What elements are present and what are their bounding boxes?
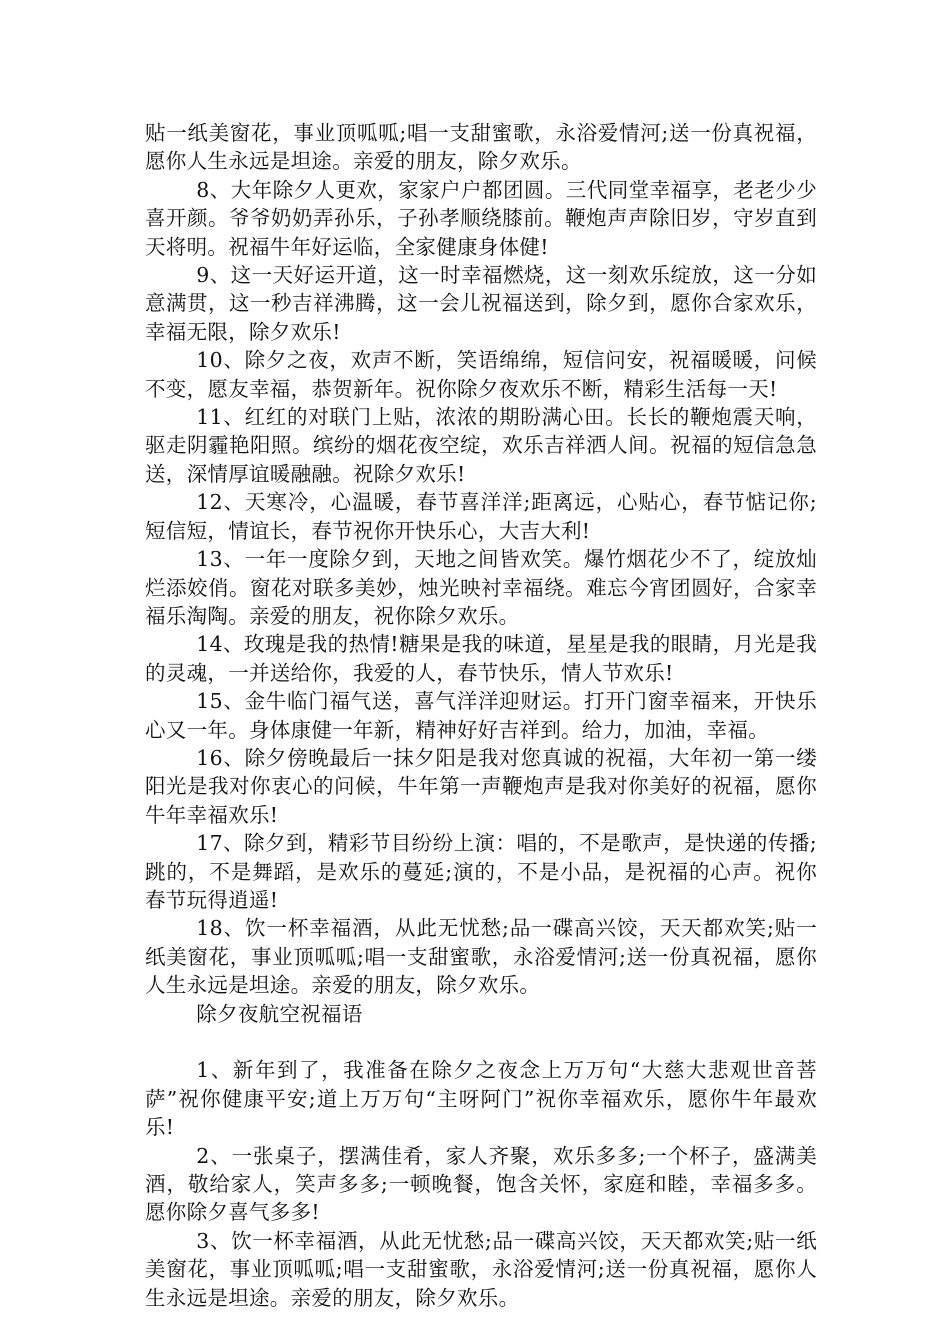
- list-item: 11、红红的对联门上贴，浓浓的期盼满心田。长长的鞭炮震天响，驱走阴霾艳阳照。缤纷的烟花夜空绽，欢乐吉祥洒人间。祝福的短信急急送，深情厚谊暖融融。祝除夕欢乐!: [145, 405, 817, 486]
- list-item: 12、天寒冷，心温暖，春节喜洋洋;距离远，心贴心，春节惦记你;短信短，情谊长，春节祝你开快乐心，大吉大利!: [145, 490, 817, 543]
- document-body: [145, 119, 817, 1312]
- list-item: 15、金牛临门福气送，喜气洋洋迎财运。打开门窗幸福来，开快乐心又一年。身体康健一年新，精神好好吉祥到。给力，加油，幸福。: [145, 689, 817, 742]
- list-item: 18、饮一杯幸福酒，从此无忧愁;品一碟高兴饺，天天都欢笑;贴一纸美窗花，事业顶呱呱;唱一支甜蜜歌，永浴爱情河;送一份真祝福，愿你人生永远是坦途。亲爱的朋友，除夕欢乐。: [145, 916, 817, 998]
- blank-line: [145, 1028, 817, 1056]
- list-item: 9、这一天好运开道，这一时幸福燃烧，这一刻欢乐绽放，这一分如意满贯，这一秒吉祥沸腾，这一会儿祝福送到，除夕到，愿你合家欢乐，幸福无限，除夕欢乐!: [145, 263, 817, 344]
- section-heading: 除夕夜航空祝福语: [196, 1001, 363, 1026]
- list-item: 1、新年到了，我准备在除夕之夜念上万万句“大慈大悲观世音菩萨”祝你健康平安;道上万万句“主呀阿门”祝你幸福欢乐，愿你牛年最欢乐!: [145, 1058, 817, 1140]
- list-item: 10、除夕之夜，欢声不断，笑语绵绵，短信问安，祝福暖暖，问候不变，愿友幸福，恭贺新年。祝你除夕夜欢乐不断，精彩生活每一天!: [145, 348, 817, 401]
- list-item: 16、除夕傍晚最后一抹夕阳是我对您真诚的祝福，大年初一第一缕阳光是我对你衷心的问候，牛年第一声鞭炮声是我对你美好的祝福，愿你牛年幸福欢乐!: [145, 745, 817, 827]
- list-item: 13、一年一度除夕到，天地之间皆欢笑。爆竹烟花少不了，绽放灿烂添姣俏。窗花对联多美妙，烛光映衬幸福绕。难忘今宵团圆好，合家幸福乐淘陶。亲爱的朋友，祝你除夕欢乐。: [145, 547, 817, 628]
- list-item: 3、饮一杯幸福酒，从此无忧愁;品一碟高兴饺，天天都欢笑;贴一纸美窗花，事业顶呱呱;唱一支甜蜜歌，永浴爱情河;送一份真祝福，愿你人生永远是坦途。亲爱的朋友，除夕欢乐。: [145, 1228, 817, 1310]
- list-item: 2、一张桌子，摆满佳肴，家人齐聚，欢乐多多;一个杯子，盛满美酒，敬给家人，笑声多多;一顿晚餐，饱含关怀，家庭和睦，幸福多多。愿你除夕喜气多多!: [145, 1143, 817, 1225]
- list-item: 17、除夕到，精彩节目纷纷上演：唱的，不是歌声，是快递的传播;跳的，不是舞蹈，是欢乐的蔓延;演的，不是小品，是祝福的心声。祝你春节玩得逍遥!: [145, 831, 817, 912]
- lead-paragraph: 贴一纸美窗花，事业顶呱呱;唱一支甜蜜歌，永浴爱情河;送一份真祝福，愿你人生永远是坦途。亲爱的朋友，除夕欢乐。: [145, 121, 817, 174]
- list-item: 8、大年除夕人更欢，家家户户都团圆。三代同堂幸福享，老老少少喜开颜。爷爷奶奶弄孙乐，子孙孝顺绕膝前。鞭炮声声除旧岁，守岁直到天将明。祝福牛年好运临，全家健康身体健!: [145, 177, 817, 259]
- list-item: 14、玫瑰是我的热情!糖果是我的味道，星星是我的眼睛，月光是我的灵魂，一并送给你，我爱的人，春节快乐，情人节欢乐!: [145, 632, 817, 685]
